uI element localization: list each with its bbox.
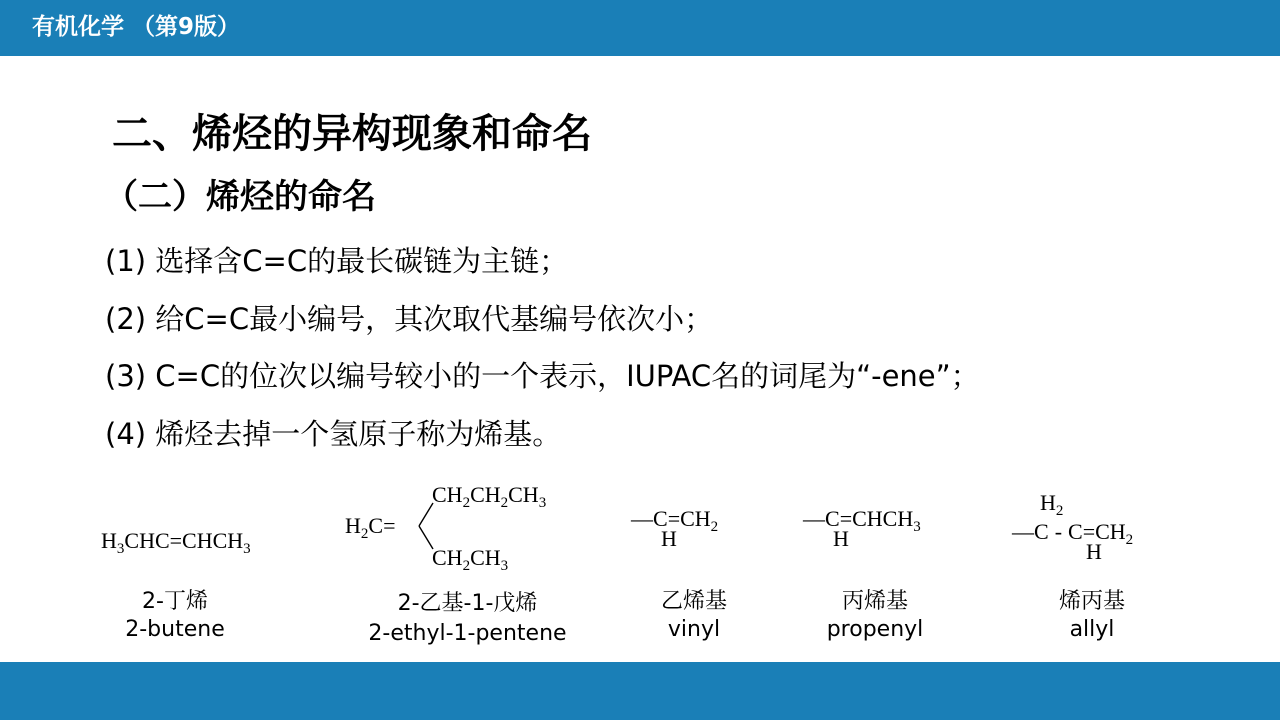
footer-bar xyxy=(0,662,1280,720)
formula-upper-branch: $CH_2CH_2CH_3$ xyxy=(432,482,547,511)
example-name-en: 2-ethyl-1-pentene xyxy=(368,621,567,646)
example-name-zh: 烯丙基 xyxy=(1058,589,1125,614)
formula-left-group: $H_2C=$ xyxy=(345,513,396,542)
example-name-en: propenyl xyxy=(826,617,924,642)
rule-item: (1) 选择含C=C的最长碳链为主链； xyxy=(105,244,569,278)
header-bar xyxy=(0,0,1280,56)
course-title: 有机化学 （第9版） xyxy=(32,14,241,40)
example-name-en: 2-butene xyxy=(125,617,225,642)
example-name-zh: 丙烯基 xyxy=(841,589,908,614)
formula-vinyl-h: H xyxy=(661,526,677,551)
example-name-zh: 2-乙基-1-戊烯 xyxy=(397,591,538,616)
example-name-en: allyl xyxy=(1069,617,1115,642)
example-name-en: vinyl xyxy=(667,617,721,642)
section-title: 二、烯烃的异构现象和命名 xyxy=(112,111,592,157)
formula-propenyl-h: H xyxy=(833,526,849,551)
formula-vinyl: $—C=CH_2$ xyxy=(631,506,719,535)
formula-propenyl: $—C=CHCH_3$ xyxy=(803,506,921,535)
subsection-title: （二）烯烃的命名 xyxy=(104,177,376,217)
example-name-zh: 乙烯基 xyxy=(660,589,727,614)
rule-item: (4) 烯烃去掉一个氢原子称为烯基。 xyxy=(105,417,562,451)
rule-item: (3) C=C的位次以编号较小的一个表示，IUPAC名的词尾为“-ene”； xyxy=(105,359,980,393)
formula-allyl-h2: $H_2$ xyxy=(1040,490,1064,519)
structural-formula-2-butene: $H_3CHC=CHCH_3$ xyxy=(101,528,251,557)
rule-item: (2) 给C=C最小编号，其次取代基编号依次小； xyxy=(105,302,714,336)
formula-lower-branch: $CH_2CH_3$ xyxy=(432,545,509,574)
formula-allyl-h: H xyxy=(1086,539,1102,564)
formula-allyl: —C - $C=CH_2$ xyxy=(1012,519,1134,548)
example-name-zh: 2-丁烯 xyxy=(142,589,208,614)
